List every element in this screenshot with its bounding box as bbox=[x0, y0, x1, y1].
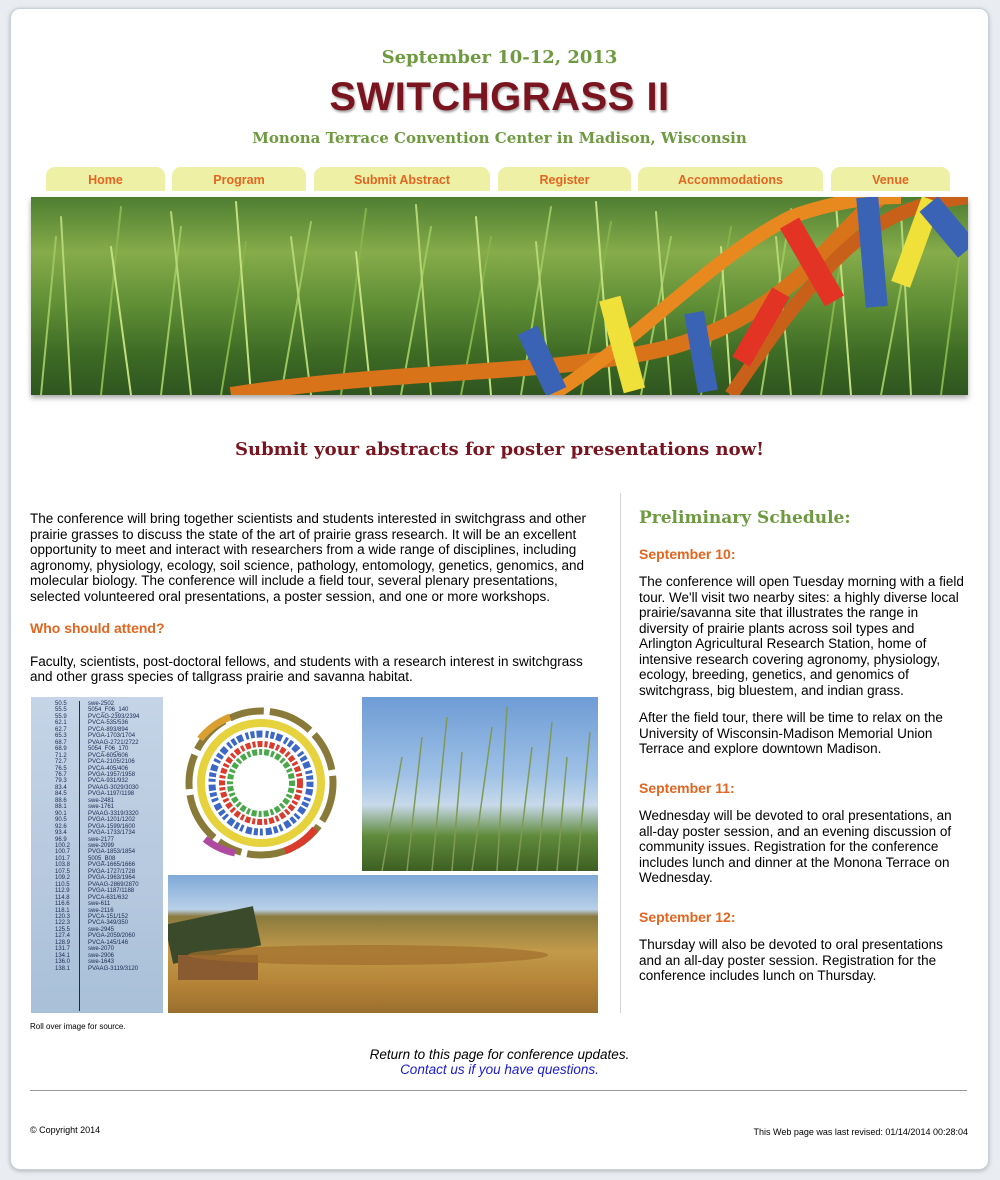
tall-grass-graphic bbox=[362, 697, 598, 871]
day-1-text-2: After the field tour, there will be time to relax on the University of Wisconsin-Madison Memorial Union Terrace and explore downtown Madison. bbox=[639, 710, 943, 756]
map-marker: PVCA-145/146 bbox=[88, 939, 129, 946]
map-marker: PVCA-405/406 bbox=[88, 765, 129, 772]
harvest-field-graphic bbox=[168, 875, 598, 1013]
map-position: 55.9 bbox=[55, 713, 67, 720]
map-marker: PVAAG-3029/3030 bbox=[88, 784, 139, 791]
column-divider bbox=[620, 493, 621, 1013]
day-1-text-1: The conference will open Tuesday morning with a field tour. We'll visit two nearby sites: a highly diverse local prairie/savanna site that illustrates the range in diversity of prairie plants across soil types and Arlington Agricultural Research Station, home of intensive research covering agronomy, physiology, ecology, breeding, genetics, and genomics of switchgrass, big bluestem, and indian grass. bbox=[639, 574, 964, 698]
schedule-column bbox=[639, 508, 969, 984]
map-marker: swe-2502 bbox=[88, 701, 115, 707]
map-marker: PVGA-1733/1734 bbox=[88, 830, 136, 837]
who-should-attend-heading: Who should attend? bbox=[30, 620, 165, 636]
map-position: 62.1 bbox=[55, 720, 67, 727]
map-position: 72.7 bbox=[55, 759, 67, 766]
map-position: 110.5 bbox=[55, 881, 70, 888]
nav-tab-program[interactable]: Program bbox=[172, 167, 306, 191]
image-caption: Roll over image for source. bbox=[30, 1022, 126, 1031]
map-position: 120.3 bbox=[55, 913, 71, 920]
map-position: 68.7 bbox=[55, 739, 67, 746]
map-position: 93.4 bbox=[55, 830, 67, 837]
chromosome-line bbox=[79, 701, 80, 1011]
map-position: 84.5 bbox=[55, 791, 67, 798]
nav-bar bbox=[11, 167, 988, 191]
map-marker: PVGA-1703/1704 bbox=[88, 733, 136, 740]
map-position: 65.3 bbox=[55, 733, 67, 740]
map-marker: PVCA-631/632 bbox=[88, 894, 129, 901]
map-marker: PVGA-1727/1728 bbox=[88, 868, 136, 875]
day-3-heading: September 12: bbox=[639, 908, 736, 925]
map-marker: PVCA-151/152 bbox=[88, 913, 129, 920]
map-marker: swe-2177 bbox=[88, 836, 115, 843]
nav-tab-home[interactable]: Home bbox=[46, 167, 165, 191]
nav-tab-accommodations[interactable]: Accommodations bbox=[638, 167, 823, 191]
map-position: 50.5 bbox=[55, 701, 67, 707]
map-marker: PVAAG-3119/3120 bbox=[88, 965, 139, 972]
map-position: 76.5 bbox=[55, 765, 67, 772]
map-marker: swe-2099 bbox=[88, 842, 115, 849]
page bbox=[10, 8, 989, 1170]
map-marker: swe-611 bbox=[88, 901, 111, 908]
abstracts-announcement: Submit your abstracts for poster presentations now! bbox=[234, 439, 764, 460]
map-position: 107.5 bbox=[55, 868, 71, 875]
map-position: 138.1 bbox=[55, 965, 71, 972]
map-marker: PVGA-1599/1600 bbox=[88, 823, 136, 830]
map-marker: PVGA-1665/1666 bbox=[88, 862, 136, 869]
conference-date: September 10-12, 2013 bbox=[381, 47, 618, 68]
map-position: 100.7 bbox=[55, 849, 71, 856]
map-position: 55.5 bbox=[55, 707, 67, 714]
nav-tab-venue[interactable]: Venue bbox=[831, 167, 950, 191]
map-position-list bbox=[55, 701, 70, 972]
day-2-text-1: Wednesday will be devoted to oral presentations, an all-day poster session, and an evening discussion of community issues. Registration for the conference includes lunch and dinner at the Monona Terrace on Wednesday. bbox=[639, 808, 952, 885]
map-position: 71.2 bbox=[55, 752, 67, 759]
map-position: 88.1 bbox=[55, 804, 67, 811]
map-marker: PVGA-1963/1964 bbox=[88, 875, 136, 882]
circos-plot-image[interactable] bbox=[175, 699, 345, 871]
map-marker: PVGA-1201/1202 bbox=[88, 817, 136, 824]
contact-link[interactable]: Contact us if you have questions. bbox=[400, 1062, 599, 1077]
map-marker: swe-2070 bbox=[88, 946, 115, 953]
conference-venue: Monona Terrace Convention Center in Madison, Wisconsin bbox=[252, 129, 747, 147]
nav-tab-submit-abstract[interactable]: Submit Abstract bbox=[314, 167, 490, 191]
genetic-map-image[interactable] bbox=[31, 697, 163, 1013]
map-marker: PVAAG-2869/2870 bbox=[88, 881, 139, 888]
map-marker: 5054_F06_140 bbox=[88, 707, 129, 714]
banner-grass-dna-image bbox=[31, 197, 968, 395]
map-position: 90.1 bbox=[55, 810, 67, 817]
map-position: 127.4 bbox=[55, 933, 71, 940]
nav-tab-register[interactable]: Register bbox=[498, 167, 631, 191]
map-position: 136.0 bbox=[55, 959, 71, 966]
map-position: 114.8 bbox=[55, 894, 70, 901]
map-marker: swe-2906 bbox=[88, 952, 115, 959]
map-marker: PVCA-535/536 bbox=[88, 720, 129, 727]
who-should-attend-text: Faculty, scientists, post-doctoral fellows, and students with a research interest in switchgrass and other grass species of tallgrass prairie and savanna habitat. bbox=[30, 653, 583, 684]
map-marker: PVCA-349/350 bbox=[88, 920, 129, 927]
map-position: 79.3 bbox=[55, 778, 67, 785]
intro-column bbox=[30, 511, 602, 685]
map-marker: PVCAG-2393/2394 bbox=[88, 713, 140, 720]
day-1-heading: September 10: bbox=[639, 545, 736, 562]
map-marker: 5005_B08 bbox=[88, 855, 116, 862]
map-marker: 5054_F06_170 bbox=[88, 746, 129, 753]
tall-grass-photo[interactable] bbox=[362, 697, 598, 871]
map-position: 122.3 bbox=[55, 920, 71, 927]
grass-dna-illustration bbox=[31, 197, 968, 395]
map-position: 131.7 bbox=[55, 946, 71, 953]
conference-title: SWITCHGRASS II bbox=[329, 75, 670, 119]
map-marker: swe-2116 bbox=[88, 907, 114, 914]
map-position: 109.2 bbox=[55, 875, 71, 882]
map-marker: PVGA-2059/2060 bbox=[88, 933, 136, 940]
map-position: 134.1 bbox=[55, 952, 71, 959]
map-position: 92.6 bbox=[55, 823, 67, 830]
map-marker-list bbox=[88, 701, 139, 972]
map-marker: PVAAG-2721/2722 bbox=[88, 739, 139, 746]
map-position: 83.4 bbox=[55, 784, 67, 791]
day-2-heading: September 11: bbox=[639, 779, 735, 796]
map-position: 118.1 bbox=[55, 907, 70, 914]
map-position: 68.9 bbox=[55, 746, 67, 753]
map-position: 76.7 bbox=[55, 771, 67, 778]
map-marker: PVCA-931/932 bbox=[88, 778, 129, 785]
footer-divider bbox=[30, 1090, 967, 1091]
map-position: 88.6 bbox=[55, 797, 67, 804]
map-marker: PVAAG-3319/3320 bbox=[88, 810, 139, 817]
last-revised: This Web page was last revised: 01/14/2014 00:28:04 bbox=[753, 1127, 968, 1137]
map-marker: PVCA-893/894 bbox=[88, 726, 129, 733]
updates-note: Return to this page for conference updates. bbox=[369, 1047, 630, 1062]
map-position: 90.5 bbox=[55, 817, 67, 824]
map-marker: PVCA-605/606 bbox=[88, 752, 129, 759]
map-marker: PVCA-2105/2106 bbox=[88, 759, 135, 766]
map-marker: swe-1761 bbox=[88, 804, 115, 811]
map-position: 103.8 bbox=[55, 862, 71, 869]
map-marker: swe-2945 bbox=[88, 926, 115, 933]
copyright: © Copyright 2014 bbox=[30, 1125, 101, 1135]
map-marker: PVGA-1957/1958 bbox=[88, 771, 136, 778]
circos-plot-graphic bbox=[175, 699, 345, 871]
map-marker: PVGA-1187/1188 bbox=[88, 888, 135, 895]
map-position: 100.2 bbox=[55, 842, 71, 849]
map-marker: PVGA-1853/1854 bbox=[88, 849, 136, 856]
map-position: 116.6 bbox=[55, 901, 70, 908]
map-marker: PVGA-1197/1198 bbox=[88, 791, 135, 798]
map-position: 125.5 bbox=[55, 926, 71, 933]
map-position: 112.9 bbox=[55, 888, 70, 895]
map-position: 128.9 bbox=[55, 939, 71, 946]
schedule-title: Preliminary Schedule: bbox=[639, 508, 851, 528]
harvest-field-photo[interactable] bbox=[168, 875, 598, 1013]
map-position: 62.7 bbox=[55, 726, 67, 733]
day-3-text-1: Thursday will also be devoted to oral presentations and an all-day poster session. Registration for the conference includes lunch on Thursday. bbox=[639, 937, 943, 983]
map-marker: swe-2481 bbox=[88, 797, 115, 804]
map-position: 96.9 bbox=[55, 836, 67, 843]
map-position: 101.7 bbox=[55, 855, 71, 862]
map-marker: swe-1643 bbox=[88, 959, 115, 966]
intro-paragraph: The conference will bring together scientists and students interested in switchgrass and other prairie grasses to discuss the state of the art of prairie grass research. It will be an excellent opportunity to meet and interact with researchers from a wide range of disciplines, including agronomy, physiology, ecology, soil science, pathology, entomology, genetics, genomics, and molecular biology. The conference will include a field tour, several plenary presentations, selected volunteered oral presentations, a poster session, and one or more workshops. bbox=[30, 511, 587, 604]
